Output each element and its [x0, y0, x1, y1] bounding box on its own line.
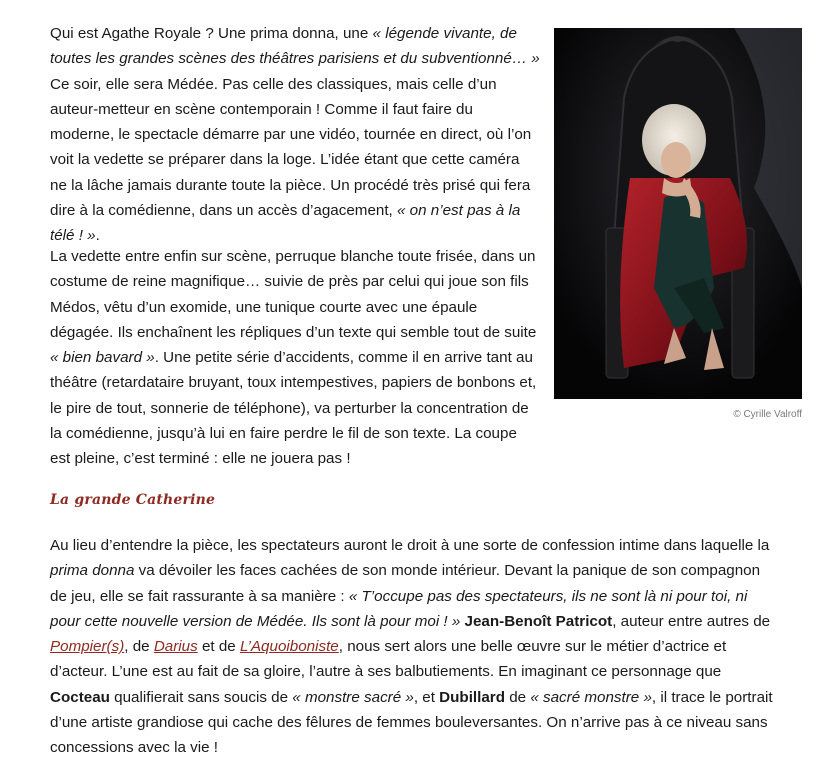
article-photo	[554, 28, 802, 399]
link-darius[interactable]: Darius	[153, 638, 198, 656]
author-name: Jean-Benoît Patricot	[464, 612, 613, 630]
quote-bien-bavard: « bien bavard »	[50, 349, 155, 367]
text-span: Qui est Agathe Royale ? Une prima donna, une	[50, 25, 373, 42]
paragraph-intro	[50, 21, 540, 249]
text-span: de	[505, 688, 531, 706]
text-span: , nous sert alors une belle œuvre sur le métier d’actrice et d’acteur. L’une est au fait de sa gloire, l’autre à ses balbutiements. En imaginant ce personnage que	[50, 638, 727, 681]
emphasis-prima-donna: prima donna	[50, 562, 135, 580]
text-span: . Une petite série d’accidents, comme il en arrive tant au théâtre (retardataire bruyant, toux intempestives, papiers de bonbons et, le pire de tout, sonnerie de téléphone), va perturber la concentration de la comédienne, jusqu’à lui en faire perdre le fil de son texte. La coupe est pleine, c’est terminé : elle ne jouera pas !	[50, 349, 537, 468]
quote-pas-a-la-tele: « on n’est pas à la télé ! »	[50, 202, 521, 245]
paragraph-stage-entry	[50, 244, 540, 472]
text-span: , auteur entre autres de	[612, 612, 771, 630]
text-span: Ce soir, elle sera Médée. Pas celle des classiques, mais celle d’un auteur-metteur en scène contemporain ! Comme il faut faire du moderne, le spectacle démarre par une vidéo, tournée en direct, où l’on voit la vedette se préparer dans la loge. L’idée étant que cette caméra ne la lâche jamais durante toute la pièce. Un procédé très prisé qui fera dire à la comédienne, dans un accès d’agacement,	[50, 75, 532, 220]
name-dubillard: Dubillard	[439, 688, 505, 706]
quote-sacre-monstre: « sacré monstre »	[530, 688, 652, 706]
text-span: La vedette entre enfin sur scène, perruque blanche toute frisée, dans un costume de reine magnifique… suivie de près par celui qui joue son fils Médos, vêtu d’un exomide, une tunique courte avec une épaule dégagée. Ils enchaînent les répliques d’un texte qui semble tout de suite	[50, 248, 537, 341]
section-subtitle: La grande Catherine	[50, 492, 216, 508]
text-span: , de	[124, 638, 154, 656]
quote-spectateurs: « T’occupe pas des spectateurs, ils ne sont là ni pour toi, ni pour cette nouvelle version de Médée. Ils sont là pour moi ! »	[50, 587, 748, 630]
photo-credit: © Cyrille Valroff	[733, 409, 802, 420]
text-span: .	[95, 227, 100, 245]
text-span: va dévoiler les faces cachées de son monde intérieur. Devant la panique de son compagnon de jeu, elle se fait rassurante à sa manière :	[50, 562, 761, 605]
link-pompiers[interactable]: Pompier(s)	[50, 638, 125, 656]
name-cocteau: Cocteau	[50, 688, 110, 706]
link-aquoiboniste[interactable]: L’Aquoiboniste	[239, 638, 339, 656]
text-span: qualifierait sans soucis de	[109, 688, 293, 706]
text-span: , et	[413, 688, 440, 706]
photo-illustration	[554, 28, 802, 399]
text-span: Au lieu d’entendre la pièce, les spectateurs auront le droit à une sorte de confession intime dans laquelle la	[50, 537, 770, 554]
text-span: et de	[197, 638, 240, 656]
face	[661, 142, 691, 178]
paragraph-confession	[50, 533, 775, 761]
quote-legende-vivante: « légende vivante, de toutes les grandes scènes des théâtres parisiens et du subventionné… »	[50, 25, 540, 68]
quote-monstre-sacre: « monstre sacré »	[292, 688, 414, 706]
text-span: , il trace le portrait d’une artiste grandiose qui cache des fêlures de femmes bouleversantes. On n’arrive pas à ce niveau sans concessions avec la vie !	[50, 688, 773, 757]
